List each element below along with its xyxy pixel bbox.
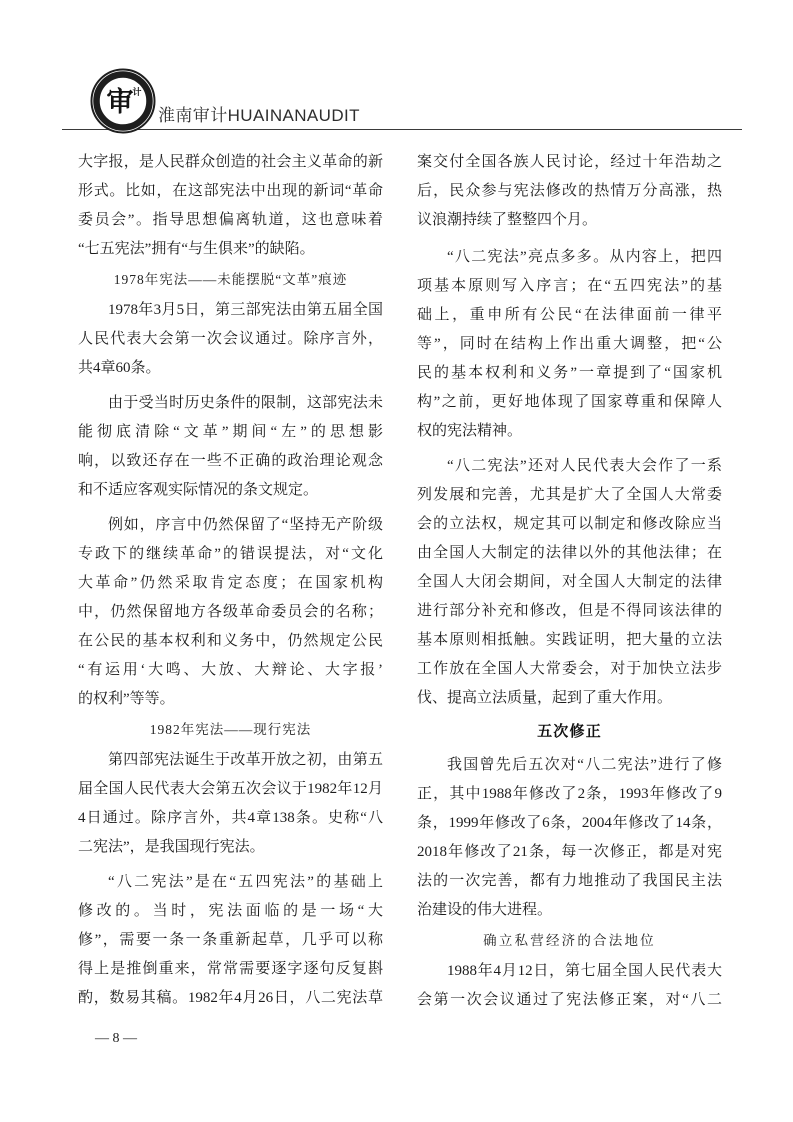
paragraph xyxy=(78,148,383,264)
text-line: 例如，序言中仍然保留了“坚持无产阶级 xyxy=(108,517,383,533)
text-line: 的权利”等等。 xyxy=(78,691,175,707)
text-line: 共4章60条。 xyxy=(78,360,161,376)
text-line: 后，民众参与宪法修改的热情万分高涨，热 xyxy=(417,183,722,199)
text-line: 等”，同时在结构上作出重大调整，把“公 xyxy=(417,336,722,352)
text-line: 会的立法权，规定其可以制定和修改除应当 xyxy=(417,516,722,532)
text-line: “七五宪法”拥有“与生俱来”的缺陷。 xyxy=(78,241,315,257)
text-line: 1978年3月5日，第三部宪法由第五届全国 xyxy=(108,302,383,318)
text-line: 项基本原则写入序言；在“五四宪法”的基 xyxy=(417,278,722,294)
text-line: 大字报，是人民群众创造的社会主义革命的新 xyxy=(78,154,383,170)
text-line: 2018年修改了21条，每一次修正，都是对宪 xyxy=(417,844,722,860)
text-line: 伐、提高立法质量，起到了重大作用。 xyxy=(417,690,673,706)
text-line: 全国人大闭会期间，对全国人大制定的法律 xyxy=(417,574,722,590)
text-line: 议浪潮持续了整整四个月。 xyxy=(417,212,598,228)
text-line: 中，仍然保留地方各级革命委员会的名称； xyxy=(78,604,383,620)
right-column xyxy=(417,148,722,1015)
text-line: 由于受当时历史条件的限制，这部宪法未 xyxy=(108,395,383,411)
paragraph xyxy=(78,511,383,714)
text-line: 人民代表大会第一次会议通过。除序言外， xyxy=(78,331,383,347)
text-line: “八二宪法”还对人民代表大会作了一系 xyxy=(447,458,722,474)
text-line: 进行部分补充和修改，但是不得同该法律的 xyxy=(417,603,722,619)
text-line: 会第一次会议通过了宪法修正案，对“八二 xyxy=(417,992,722,1008)
text-line: 大革命”仍然采取肯定态度；在国家机构 xyxy=(78,575,383,591)
text-line: 治建设的伟大进程。 xyxy=(417,902,553,918)
text-line: 响，以致还存在一些不正确的政治理论观念 xyxy=(78,453,383,469)
text-line: 届全国人民代表大会第五次会议于1982年12月 xyxy=(78,781,383,797)
text-line: 专政下的继续革命”的错误提法，对“文化 xyxy=(78,546,383,562)
logo-side-character: 计 xyxy=(132,88,142,98)
logo-main-character: 审 xyxy=(106,87,134,118)
text-line: “有运用‘大鸣、大放、大辩论、大字报’ xyxy=(78,662,383,678)
section-subheading: 确立私营经济的合法地位 xyxy=(483,933,656,948)
text-line: 民的基本权利和义务”一章提到了“国家机 xyxy=(417,365,722,381)
text-line: 法的一次完善，都有力地推动了我国民主法 xyxy=(417,873,722,889)
magazine-title: 淮南审计HUAINANAUDIT xyxy=(158,106,360,125)
section-heading: 五次修正 xyxy=(537,724,602,740)
text-line: “八二宪法”是在“五四宪法”的基础上 xyxy=(108,874,383,890)
text-line: 第四部宪法诞生于改革开放之初，由第五 xyxy=(108,752,383,768)
text-line: 列发展和完善，尤其是扩大了全国人大常委 xyxy=(417,487,722,503)
text-line: 在公民的基本权利和义务中，仍然规定公民 xyxy=(78,633,383,649)
text-line: 条，1999年修改了6条，2004年修改了14条， xyxy=(417,815,722,831)
paragraph xyxy=(78,746,383,862)
text-line: “八二宪法”亮点多多。从内容上，把四 xyxy=(447,249,722,265)
text-line: 工作放在全国人大常委会，对于加快立法步 xyxy=(417,661,722,677)
paragraph xyxy=(78,389,383,505)
text-line: 委员会”。指导思想偏离轨道，这也意味着 xyxy=(78,212,383,228)
text-line: 正，其中1988年修改了2条，1993年修改了9 xyxy=(417,786,722,802)
section-subheading: 1982年宪法——现行宪法 xyxy=(149,722,312,737)
magazine-logo xyxy=(90,68,156,134)
text-line: 4日通过。除序言外，共4章138条。史称“八 xyxy=(78,810,383,826)
paragraph xyxy=(417,243,722,446)
text-line: 基本原则相抵触。实践证明，把大量的立法 xyxy=(417,632,722,648)
text-line: 权的宪法精神。 xyxy=(417,423,523,439)
text-line: 和不适应客观实际情况的条文规定。 xyxy=(78,482,319,498)
paragraph xyxy=(417,148,722,235)
text-line: 修”，需要一条一条重新起草，几乎可以称 xyxy=(78,932,383,948)
paragraph xyxy=(417,452,722,713)
text-line: 构”之前，更好地体现了国家尊重和保障人 xyxy=(417,394,722,410)
paragraph xyxy=(78,868,383,1013)
text-line: 1988年4月12日，第七届全国人民代表大 xyxy=(447,963,722,979)
text-line: 由全国人大制定的法律以外的其他法律；在 xyxy=(417,545,722,561)
text-line: 案交付全国各族人民讨论，经过十年浩劫之 xyxy=(417,154,722,170)
paragraph xyxy=(417,751,722,925)
text-line: 能彻底清除“文革”期间“左”的思想影 xyxy=(78,424,383,440)
text-line: 二宪法”，是我国现行宪法。 xyxy=(78,839,265,855)
paragraph xyxy=(417,957,722,1015)
header-rule xyxy=(62,129,742,130)
text-line: 形式。比如，在这部宪法中出现的新词“革命 xyxy=(78,183,383,199)
text-line: 得上是推倒重来，常常需要逐字逐句反复斟 xyxy=(78,961,383,977)
left-column xyxy=(78,148,383,1013)
paragraph xyxy=(78,296,383,383)
page-number: — 8 — xyxy=(95,1031,137,1046)
section-subheading: 1978年宪法——未能摆脱“文革”痕迹 xyxy=(113,272,348,287)
text-line: 修改的。当时，宪法面临的是一场“大 xyxy=(78,903,383,919)
text-line: 我国曾先后五次对“八二宪法”进行了修 xyxy=(447,757,722,773)
text-line: 酌，数易其稿。1982年4月26日，八二宪法草 xyxy=(78,990,383,1006)
text-line: 础上，重申所有公民“在法律面前一律平 xyxy=(417,307,722,323)
